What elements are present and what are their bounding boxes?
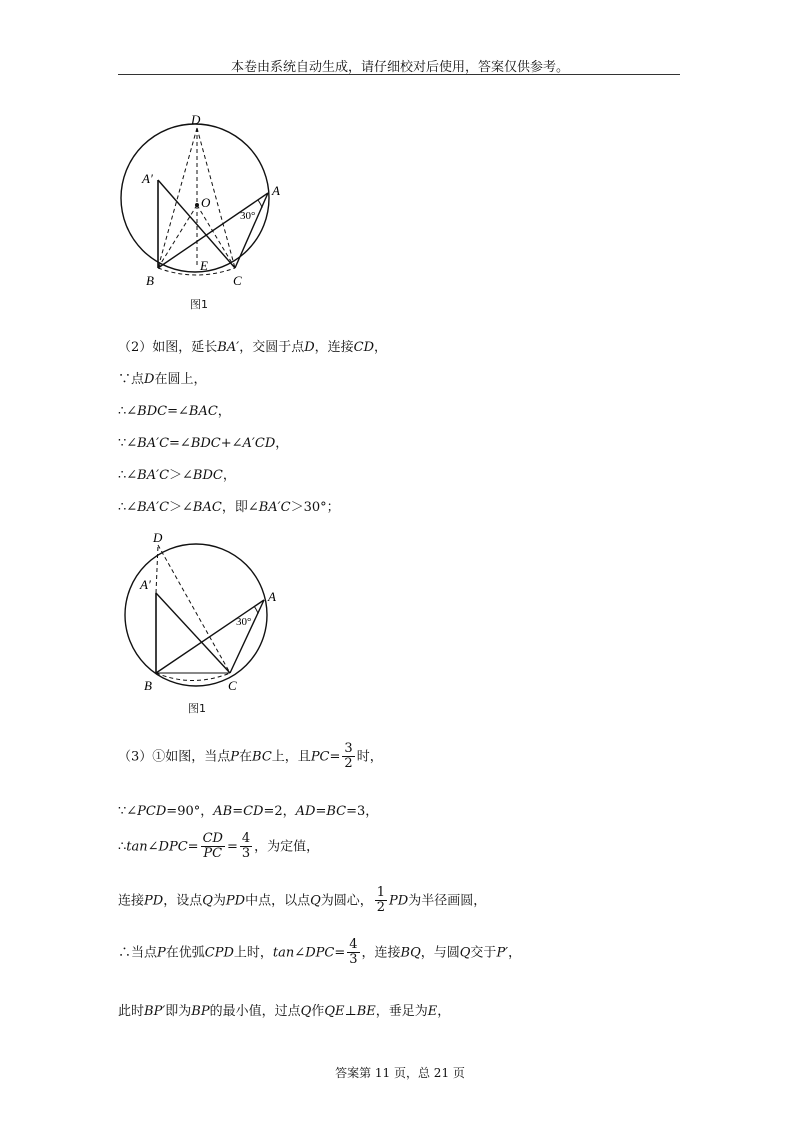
figure-1-caption: 图1: [190, 298, 208, 311]
text-line: 此时BP′即为BP的最小值，过点Q作QE⊥BE，垂足为E，: [118, 1004, 451, 1019]
label-d: D: [153, 530, 163, 545]
fraction: $\frac{1}{2}$: [376, 885, 386, 916]
label-angle: 30°: [240, 210, 256, 222]
dashed-ba-prime-extension: [156, 545, 158, 593]
label-angle: 30°: [236, 616, 252, 628]
text-line: ∵点D在圆上，: [118, 372, 207, 387]
dashed-db: [158, 128, 197, 268]
label-e: E: [200, 258, 208, 273]
page-footer: 答案第 11 页，总 21 页: [335, 1066, 465, 1080]
figure-2-caption: 图1: [188, 702, 206, 715]
text-line: ∴∠BDC=∠BAC，: [118, 404, 231, 419]
label-b: B: [146, 273, 154, 288]
label-c: C: [233, 273, 242, 288]
text-line: （3）①如图，当点P在BC上，且PC= $\frac{3}{2}$ 时，: [118, 741, 383, 772]
text-line: ∴∠BA′C＞∠BAC，即∠BA′C＞30°；: [118, 500, 340, 515]
header-rule: [118, 74, 680, 75]
label-a: A: [268, 589, 276, 604]
fraction: $\frac{3}{2}$: [344, 741, 353, 772]
text-line: ∵∠BA′C=∠BDC+∠A′CD，: [118, 436, 289, 451]
label-d: D: [191, 112, 201, 127]
dashed-dc: [158, 545, 230, 673]
geometry-figure-2: [110, 528, 300, 698]
text-line: ∴当点P在优弧CPD上时，tan∠DPC= $\frac{4}{3}$ ，连接BQ，与圆Q交于P′，: [118, 937, 522, 968]
center-point: [195, 203, 199, 207]
label-c: C: [228, 678, 237, 693]
text-line: （2）如图，延长BA′，交圆于点D，连接CD，: [118, 340, 388, 355]
text-line: ∵∠PCD=90°，AB=CD=2，AD=BC=3，: [118, 804, 379, 819]
label-a-prime: A′: [140, 577, 151, 592]
text-line: ∴tan∠DPC= $\frac{CD}{PC}$ = $\frac{4}{3}$ ，为定值，: [118, 831, 320, 862]
fraction: $\frac{4}{3}$: [349, 937, 358, 968]
angle-mark-a: [258, 200, 262, 208]
segment-a-prime-c: [156, 593, 230, 673]
angle-mark-a: [254, 606, 258, 614]
label-b: B: [144, 678, 152, 693]
fraction: $\frac{CD}{PC}$: [202, 831, 223, 862]
text-line: ∴∠BA′C＞∠BDC，: [118, 468, 236, 483]
label-o: O: [201, 195, 211, 210]
fraction: $\frac{4}{3}$: [241, 831, 251, 862]
dashed-ob: [158, 205, 197, 268]
label-a-prime: A′: [142, 171, 153, 186]
text-line: 连接PD，设点Q为PD中点，以点Q为圆心， $\frac{1}{2}$ PD为半径画圆，: [118, 885, 487, 916]
label-a: A: [272, 183, 280, 198]
circle: [121, 124, 269, 272]
geometry-figure-1: [110, 108, 300, 293]
page-header: 本卷由系统自动生成，请仔细校对后使用，答案仅供参考。: [230, 60, 569, 75]
circle: [125, 544, 267, 686]
